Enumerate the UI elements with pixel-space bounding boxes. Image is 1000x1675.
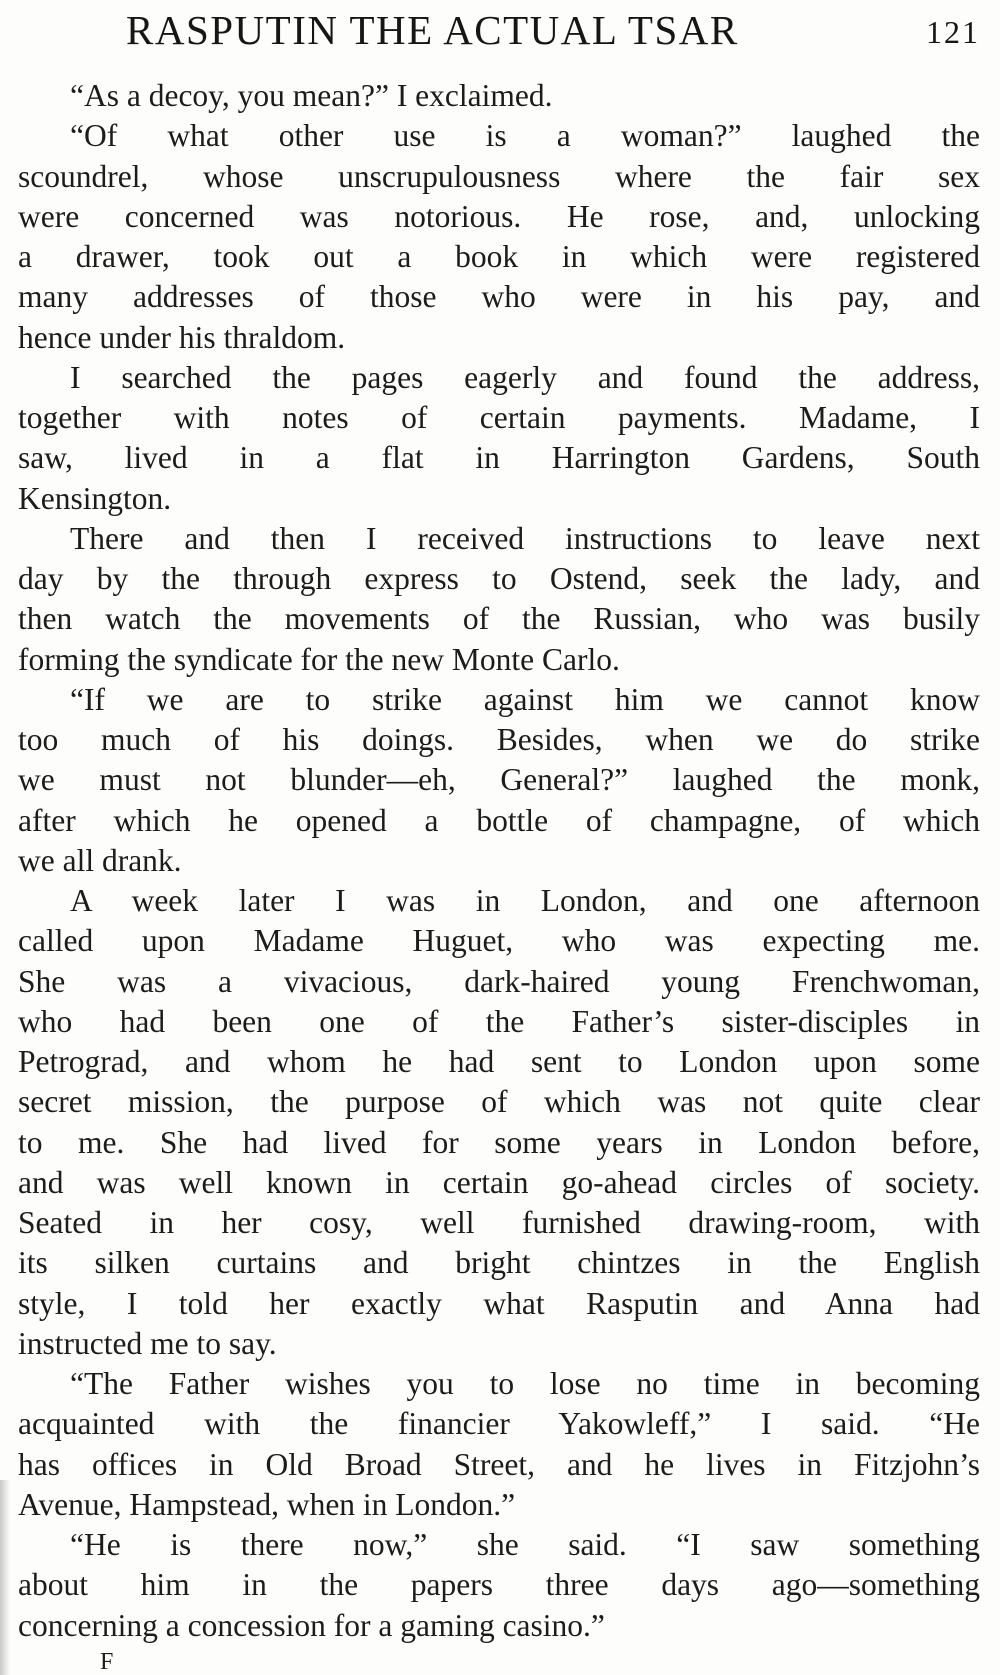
text-line: style, I told her exactly what Rasputin and Anna had — [18, 1285, 980, 1321]
text-line: too much of his doings. Besides, when we do strike — [18, 722, 980, 757]
text-line: Petrograd, and whom he had sent to London upon some — [18, 1044, 980, 1079]
binding-shadow — [0, 1480, 10, 1675]
text-line: instructed me to say. — [18, 1325, 277, 1361]
text-line: hence under his thraldom. — [18, 319, 346, 355]
text-line: Avenue, Hampstead, when in London.” — [18, 1486, 516, 1522]
text-line: we all drank. — [18, 842, 182, 878]
page-number: 121 — [926, 14, 980, 50]
text-line: “He is there now,” she said. “I saw something — [70, 1527, 980, 1562]
text-line: we must not blunder—eh, General?” laughed the monk, — [18, 762, 980, 798]
signature-mark: F — [100, 1649, 114, 1675]
text-line: secret mission, the purpose of which was not quite clear — [18, 1084, 980, 1120]
text-line: many addresses of those who were in his pay, and — [18, 279, 980, 315]
body-text — [18, 76, 980, 1646]
text-line: acquainted with the financier Yakowleff,” I said. “He — [18, 1406, 980, 1442]
text-line: “The Father wishes you to lose no time in becoming — [70, 1366, 980, 1401]
text-line: I searched the pages eagerly and found the address, — [70, 359, 980, 395]
text-line: and was well known in certain go-ahead circles of society. — [18, 1164, 980, 1200]
running-title: RASPUTIN THE ACTUAL TSAR — [126, 7, 739, 53]
text-line: concerning a concession for a gaming casino.” — [18, 1607, 605, 1643]
text-line: has offices in Old Broad Street, and he lives in Fitzjohn’s — [18, 1446, 980, 1482]
text-line: She was a vivacious, dark-haired young Frenchwoman, — [18, 963, 980, 999]
text-line: a drawer, took out a book in which were registered — [18, 239, 980, 274]
text-line: Seated in her cosy, well furnished drawing-room, with — [18, 1205, 980, 1240]
text-line: together with notes of certain payments. Madame, I — [18, 400, 980, 435]
text-line: “If we are to strike against him we cannot know — [70, 681, 980, 717]
text-line: who had been one of the Father’s sister-disciples in — [18, 1003, 980, 1039]
text-line: about him in the papers three days ago—something — [18, 1567, 980, 1603]
text-line: were concerned was notorious. He rose, and, unlocking — [18, 198, 980, 234]
text-line: its silken curtains and bright chintzes in the English — [18, 1245, 980, 1281]
text-line: scoundrel, whose unscrupulousness where the fair sex — [18, 158, 980, 194]
text-line: “As a decoy, you mean?” I exclaimed. — [70, 78, 553, 113]
text-line: after which he opened a bottle of champagne, of which — [18, 802, 980, 838]
text-line: called upon Madame Huguet, who was expecting me. — [18, 923, 980, 959]
page-header — [18, 4, 980, 56]
text-line: day by the through express to Ostend, seek the lady, and — [18, 561, 980, 596]
text-line: to me. She had lived for some years in London before, — [18, 1124, 980, 1160]
text-line: “Of what other use is a woman?” laughed the — [70, 118, 980, 154]
text-line: then watch the movements of the Russian, who was busily — [18, 601, 980, 637]
text-line: There and then I received instructions to leave next — [70, 520, 980, 556]
text-line: A week later I was in London, and one afternoon — [70, 883, 980, 918]
text-line: Kensington. — [18, 480, 172, 516]
text-line: forming the syndicate for the new Monte Carlo. — [18, 641, 620, 677]
text-line: saw, lived in a flat in Harrington Gardens, South — [18, 440, 980, 476]
